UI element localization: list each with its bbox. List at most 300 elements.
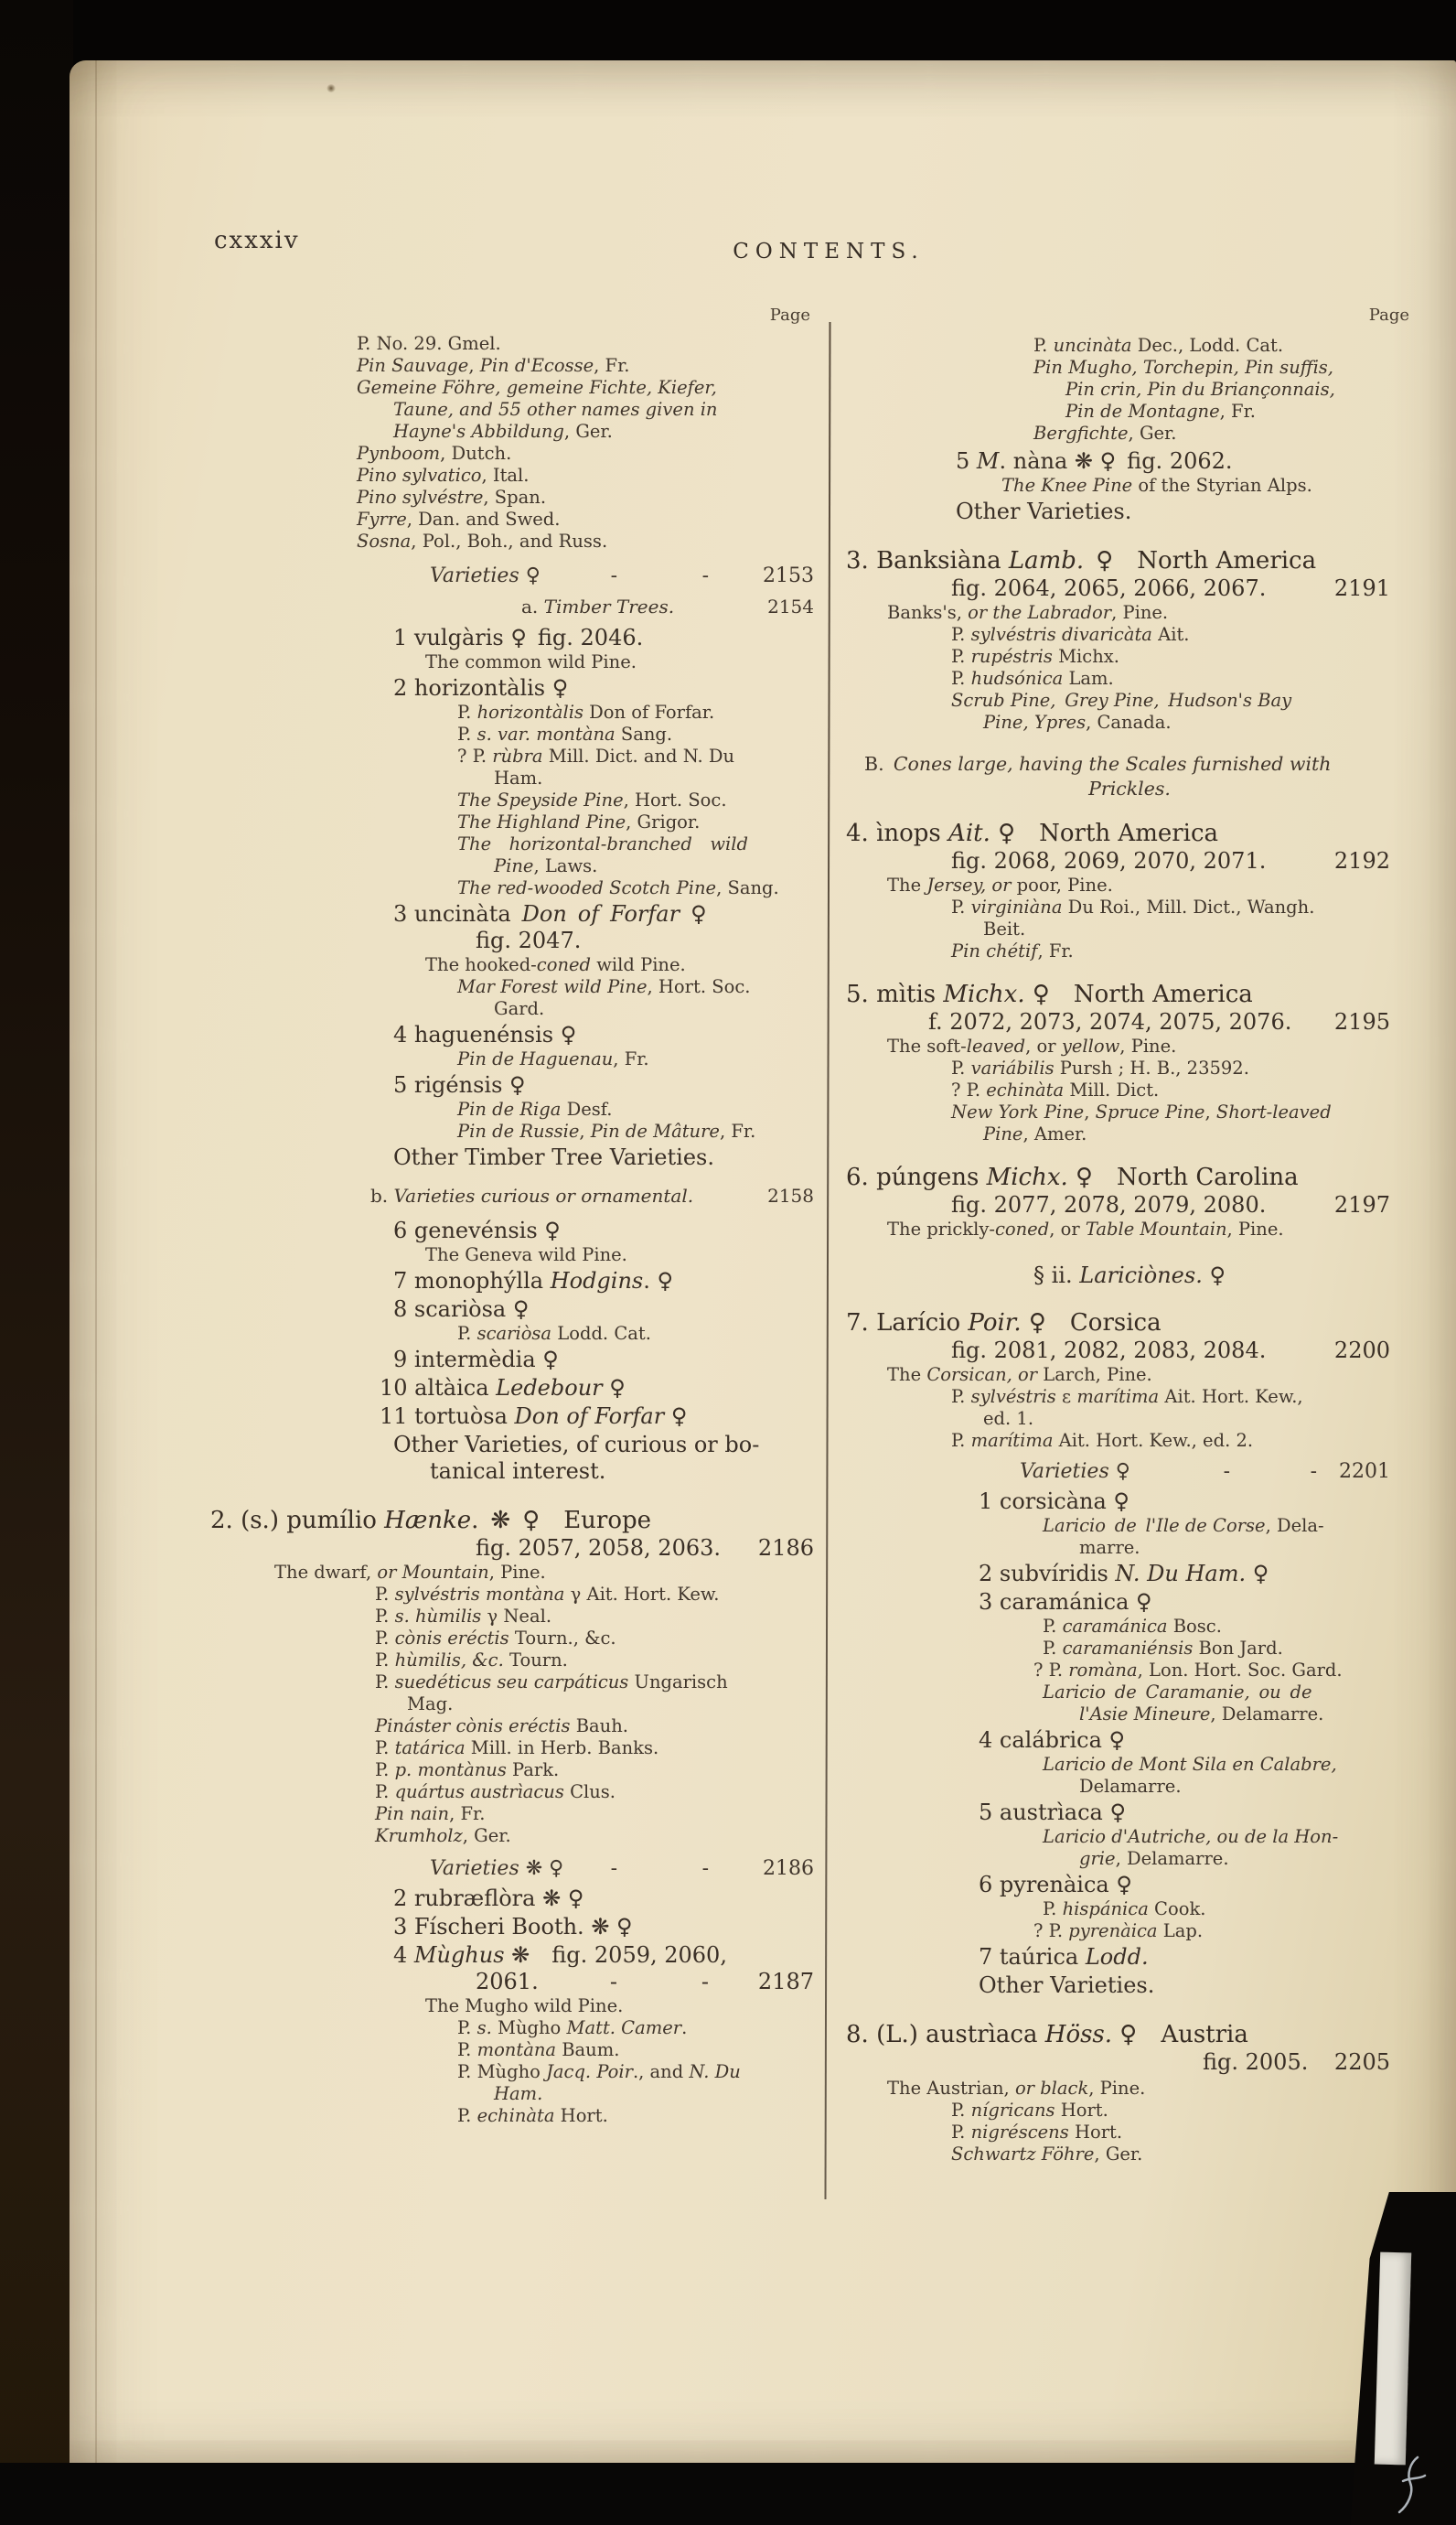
page-number: 2158 xyxy=(767,1185,814,1207)
toc-line-text: The soft-leaved, or yellow, Pine. xyxy=(887,1036,1177,1057)
toc-line xyxy=(210,1121,814,1143)
toc-line-text: Prickles. xyxy=(1088,778,1171,800)
toc-line-text: Page xyxy=(1368,306,1409,325)
leader-dash: - xyxy=(701,1857,709,1880)
leader-dash: - xyxy=(609,1969,617,1994)
toc-line-text: 3 caramánica ♀ xyxy=(979,1589,1152,1615)
toc-line xyxy=(846,1561,1413,1587)
toc-line-text: The common wild Pine. xyxy=(425,651,637,672)
toc-line xyxy=(210,531,814,553)
toc-line-text: Pin de Montagne, Fr. xyxy=(1065,401,1256,422)
toc-line-text: 4 haguenénsis ♀ xyxy=(393,1022,577,1048)
leader-dash: - xyxy=(1223,1460,1230,1483)
toc-line-text: Laricio de Mont Sila en Calabre, xyxy=(1043,1754,1337,1775)
toc-line-text: P. s. Mùgho Matt. Camer. xyxy=(457,2017,688,2038)
toc-line-text: Pin nain, Fr. xyxy=(375,1803,486,1824)
toc-line-text: 9 intermèdia ♀ xyxy=(393,1347,559,1372)
toc-line-text: P. caramaniénsis Bon Jard. xyxy=(1043,1638,1283,1659)
toc-line xyxy=(210,1403,814,1430)
toc-line-text: 6 genevénsis ♀ xyxy=(393,1218,561,1243)
toc-line-text: P. p. montànus Park. xyxy=(375,1759,560,1780)
toc-line xyxy=(846,1338,1413,1364)
toc-line-text: B. Cones large, having the Scales furnished with xyxy=(864,753,1332,775)
toc-line xyxy=(210,790,814,811)
toc-line-text: P. suedéticus seu carpáticus Ungarisch xyxy=(375,1671,728,1692)
page-number: 2153 xyxy=(763,564,814,587)
toc-line xyxy=(210,1144,814,1171)
toc-line-text: The Jersey, or poor, Pine. xyxy=(887,875,1113,896)
toc-line xyxy=(846,1754,1413,1776)
toc-line-text: P. hispánica Cook. xyxy=(1043,1898,1206,1919)
toc-line xyxy=(210,355,814,377)
toc-line xyxy=(210,2061,814,2083)
toc-line-text: Pine, Amer. xyxy=(983,1123,1087,1144)
toc-line xyxy=(846,1972,1413,1999)
toc-line-text: Delamarre. xyxy=(1079,1776,1182,1797)
toc-line-text: Hayne's Abbildung, Ger. xyxy=(393,421,613,442)
handwritten-mark xyxy=(1383,2454,1438,2518)
toc-line-text: Laricio d'Autriche, ou de la Hon- xyxy=(1043,1826,1339,1847)
toc-line xyxy=(210,1244,814,1266)
toc-line-text: Other Timber Tree Varieties. xyxy=(393,1144,714,1170)
toc-line-text: 3 Físcheri Booth. ❋ ♀ xyxy=(393,1914,633,1939)
toc-line xyxy=(210,1825,814,1847)
toc-line xyxy=(846,712,1413,734)
page-number: 2200 xyxy=(1333,1338,1390,1363)
page-number: 2205 xyxy=(1333,2049,1390,2075)
toc-line-text: Gard. xyxy=(494,998,545,1019)
toc-line xyxy=(846,1537,1413,1559)
toc-line-text: 10 altàica Ledebour ♀ xyxy=(380,1375,626,1401)
toc-line-text: P. sylvéstris montàna γ Ait. Hort. Kew. xyxy=(375,1584,720,1605)
toc-line-text: The prickly-coned, or Table Mountain, Pine. xyxy=(887,1219,1284,1240)
toc-line xyxy=(210,1535,814,1562)
toc-line xyxy=(210,833,814,855)
toc-line-text: Schwartz Föhre, Ger. xyxy=(951,2144,1143,2165)
page-title: CONTENTS. xyxy=(733,240,925,263)
toc-line-text: The Geneva wild Pine. xyxy=(425,1244,627,1265)
toc-line xyxy=(210,1296,814,1323)
toc-line-text: 5 M. nàna ❋ ♀ fig. 2062. xyxy=(956,448,1233,474)
toc-line-text: P. Mùgho Jacq. Poir., and N. Du xyxy=(457,2061,741,2082)
toc-line-text: 4 calábrica ♀ xyxy=(979,1727,1126,1753)
toc-line xyxy=(846,668,1413,690)
toc-line xyxy=(846,499,1413,525)
toc-line xyxy=(846,1826,1413,1848)
toc-line-text: The horizontal-branched wild xyxy=(457,833,748,854)
toc-line-text: P. s. hùmilis γ Neal. xyxy=(375,1606,552,1627)
toc-line xyxy=(210,1737,814,1759)
toc-line xyxy=(846,1682,1413,1703)
toc-line-text: Pin de Riga Desf. xyxy=(457,1099,613,1120)
leader-dash: - xyxy=(701,1969,709,1994)
toc-line xyxy=(846,981,1413,1009)
toc-line-text: Pin crin, Pin du Briançonnais, xyxy=(1065,379,1335,400)
toc-line-text: Krumholz, Ger. xyxy=(375,1825,511,1846)
toc-line-text: ? P. pyrenàica Lap. xyxy=(1033,1920,1204,1941)
toc-line-text: Beit. xyxy=(983,919,1026,940)
toc-line-text: P. uncinàta Dec., Lodd. Cat. xyxy=(1033,335,1284,356)
toc-line-text: 5 rigénsis ♀ xyxy=(393,1072,526,1098)
toc-line-text: Varieties ♀ xyxy=(430,564,541,587)
page-number: 2192 xyxy=(1333,848,1390,874)
toc-line xyxy=(210,724,814,746)
toc-line xyxy=(210,954,814,976)
toc-line xyxy=(210,901,814,928)
toc-line-text: f. 2072, 2073, 2074, 2075, 2076. xyxy=(928,1009,1292,1035)
toc-line-text: Pináster cònis eréctis Bauh. xyxy=(375,1715,628,1736)
toc-line xyxy=(210,976,814,998)
toc-line xyxy=(210,2105,814,2127)
toc-line xyxy=(846,448,1413,475)
toc-line xyxy=(846,940,1413,962)
toc-line xyxy=(210,1628,814,1649)
toc-line xyxy=(210,1856,814,1882)
toc-line-text: b. Varieties curious or ornamental. xyxy=(370,1185,694,1207)
page-number: 2186 xyxy=(763,1857,814,1880)
toc-line xyxy=(846,1703,1413,1725)
toc-line-text: P. variábilis Pursh ; H. B., 23592. xyxy=(951,1058,1249,1079)
toc-line xyxy=(210,651,814,673)
toc-line-text: P. virginiàna Du Roi., Mill. Dict., Wangh. xyxy=(951,897,1315,918)
leader-dash: - xyxy=(1310,1460,1317,1483)
column-divider-rule xyxy=(824,322,830,2199)
toc-line xyxy=(210,1606,814,1628)
page-number: 2186 xyxy=(757,1535,814,1561)
toc-line xyxy=(846,1364,1413,1386)
toc-line xyxy=(846,624,1413,646)
toc-line xyxy=(846,1616,1413,1638)
toc-line xyxy=(210,421,814,443)
toc-line xyxy=(210,625,814,651)
toc-line-text: P. hudsónica Lam. xyxy=(951,668,1114,689)
toc-line-text: fig. 2068, 2069, 2070, 2071. xyxy=(951,848,1267,874)
toc-line-text: 5 austrìaca ♀ xyxy=(979,1800,1127,1825)
toc-line xyxy=(210,1914,814,1940)
ink-blemish xyxy=(327,84,336,92)
toc-line-text: P. rupéstris Michx. xyxy=(951,646,1119,667)
toc-line-text: P. scariòsa Lodd. Cat. xyxy=(457,1323,651,1344)
toc-line-text: 2061. xyxy=(476,1969,539,1994)
toc-line xyxy=(846,1309,1413,1338)
toc-line xyxy=(210,1048,814,1070)
toc-line-text: ed. 1. xyxy=(983,1408,1034,1429)
toc-line-text: fig. 2077, 2078, 2079, 2080. xyxy=(951,1192,1267,1218)
toc-line xyxy=(846,335,1413,357)
toc-line xyxy=(210,333,814,355)
toc-line xyxy=(846,357,1413,379)
toc-line xyxy=(210,465,814,487)
toc-line xyxy=(846,1262,1413,1289)
toc-line xyxy=(846,1080,1413,1101)
toc-line xyxy=(210,399,814,421)
page-number: 2187 xyxy=(757,1969,814,1994)
toc-line-text: Mar Forest wild Pine, Hort. Soc. xyxy=(457,976,751,997)
left-column xyxy=(210,306,814,2127)
toc-line xyxy=(846,1920,1413,1942)
toc-line xyxy=(210,1218,814,1244)
toc-line xyxy=(210,1995,814,2017)
toc-line-text: P. echinàta Hort. xyxy=(457,2105,608,2126)
toc-line-text: l'Asie Mineure, Delamarre. xyxy=(1079,1703,1324,1725)
toc-line-text: fig. 2047. xyxy=(476,928,582,953)
toc-line-text: Other Varieties, of curious or bo- xyxy=(393,1432,760,1457)
toc-line xyxy=(846,1589,1413,1616)
toc-line-text: ? P. romàna, Lon. Hort. Soc. Gard. xyxy=(1033,1660,1343,1681)
toc-line-text: Other Varieties. xyxy=(979,1972,1155,1998)
toc-line xyxy=(210,1268,814,1295)
toc-line xyxy=(846,1898,1413,1920)
toc-line xyxy=(846,1192,1413,1219)
page-column-label xyxy=(846,306,1413,326)
toc-line-text: Sosna, Pol., Boh., and Russ. xyxy=(357,531,608,552)
toc-line-text: 2 subvíridis N. Du Ham. ♀ xyxy=(979,1561,1269,1586)
toc-line xyxy=(846,875,1413,897)
toc-line xyxy=(210,1323,814,1345)
toc-line xyxy=(846,897,1413,919)
toc-line-text: 5. mìtis Michx. ♀ North America xyxy=(846,981,1253,1008)
toc-line xyxy=(210,1693,814,1715)
toc-line-text: P. s. var. montàna Sang. xyxy=(457,724,673,745)
toc-line-text: Pynboom, Dutch. xyxy=(357,443,512,464)
toc-line xyxy=(210,1649,814,1671)
toc-line-text: Fyrre, Dan. and Swed. xyxy=(357,509,561,530)
toc-line xyxy=(210,1562,814,1584)
toc-line xyxy=(210,377,814,399)
toc-line xyxy=(210,509,814,531)
toc-line xyxy=(846,2021,1413,2049)
toc-line-text: 3. Banksiàna Lamb. ♀ North America xyxy=(846,547,1317,575)
toc-line xyxy=(846,2049,1413,2076)
toc-line xyxy=(846,1036,1413,1058)
toc-line-text: 7 taúrica Lodd. xyxy=(979,1944,1149,1970)
toc-line xyxy=(846,752,1413,777)
toc-line-text: 4. ìnops Ait. ♀ North America xyxy=(846,820,1219,847)
toc-line xyxy=(210,487,814,509)
toc-line xyxy=(846,1660,1413,1682)
leader-dash: - xyxy=(701,564,709,587)
toc-line-text: P. horizontàlis Don of Forfar. xyxy=(457,702,715,723)
toc-line-text: grie, Delamarre. xyxy=(1079,1848,1229,1869)
toc-line-text: Laricio de Caramanie, ou de xyxy=(1043,1682,1312,1703)
toc-line-text: The Mugho wild Pine. xyxy=(425,1995,624,2016)
toc-line-text: tanical interest. xyxy=(430,1458,606,1484)
toc-line-text: Pin chétif, Fr. xyxy=(951,940,1074,962)
toc-line xyxy=(846,1488,1413,1515)
toc-line xyxy=(846,1800,1413,1826)
toc-line xyxy=(846,646,1413,668)
toc-line xyxy=(846,1101,1413,1123)
toc-line xyxy=(210,768,814,790)
toc-line-text: The hooked-coned wild Pine. xyxy=(425,954,686,975)
toc-line-text: 1 vulgàris ♀ fig. 2046. xyxy=(393,625,644,650)
toc-line-text: fig. 2057, 2058, 2063. xyxy=(476,1535,722,1561)
toc-line-text: ? P. echinàta Mill. Dict. xyxy=(951,1080,1160,1101)
toc-line-text: 7 monophýlla Hodgins. ♀ xyxy=(393,1268,674,1294)
toc-line-text: Bergfichte, Ger. xyxy=(1033,423,1177,444)
toc-line-text: The dwarf, or Mountain, Pine. xyxy=(274,1562,546,1583)
toc-line-text: Laricio de l'Ile de Corse, Dela- xyxy=(1043,1515,1324,1536)
toc-line-text: 8 scariòsa ♀ xyxy=(393,1296,530,1322)
toc-line-text: The Knee Pine of the Styrian Alps. xyxy=(1001,475,1312,496)
toc-line xyxy=(210,1072,814,1099)
toc-line xyxy=(846,1219,1413,1241)
toc-line-text: The Corsican, or Larch, Pine. xyxy=(887,1364,1152,1385)
toc-line xyxy=(210,1969,814,1995)
toc-line-text: Pin Mugho, Torchepin, Pin suffis, xyxy=(1033,357,1334,378)
toc-line xyxy=(846,848,1413,875)
toc-line xyxy=(210,1671,814,1693)
toc-line xyxy=(846,602,1413,624)
page-number: 2154 xyxy=(767,596,814,618)
toc-line xyxy=(846,2122,1413,2144)
toc-line xyxy=(846,1459,1413,1485)
toc-line xyxy=(846,777,1413,801)
toc-line-text: 2 horizontàlis ♀ xyxy=(393,675,569,701)
toc-line xyxy=(846,1009,1413,1036)
leader-dash: - xyxy=(610,1857,617,1880)
toc-line-text: a. Timber Trees. xyxy=(521,596,675,618)
toc-line-text: P. montàna Baum. xyxy=(457,2039,620,2060)
toc-line xyxy=(846,401,1413,423)
right-column xyxy=(846,306,1413,2165)
toc-line xyxy=(210,1022,814,1048)
toc-line xyxy=(846,1638,1413,1660)
toc-line xyxy=(846,379,1413,401)
toc-line-text: The Speyside Pine, Hort. Soc. xyxy=(457,790,727,811)
toc-line xyxy=(210,1184,814,1209)
leader-dash: - xyxy=(610,564,617,587)
toc-line xyxy=(210,702,814,724)
toc-line xyxy=(846,1058,1413,1080)
toc-line xyxy=(210,1584,814,1606)
page-number: 2191 xyxy=(1333,575,1390,601)
toc-line xyxy=(210,998,814,1020)
page-number: 2195 xyxy=(1333,1009,1390,1035)
toc-line xyxy=(210,928,814,954)
toc-line-text: 6. púngens Michx. ♀ North Carolina xyxy=(846,1164,1299,1191)
toc-line-text: P. quártus austrìacus Clus. xyxy=(375,1781,616,1802)
toc-line-text: P. sylvéstris divaricàta Ait. xyxy=(951,624,1190,645)
toc-line xyxy=(846,1872,1413,1898)
toc-line xyxy=(210,1507,814,1535)
toc-line-text: P. cònis eréctis Tourn., &c. xyxy=(375,1628,616,1649)
toc-line xyxy=(846,2100,1413,2122)
toc-line xyxy=(210,1759,814,1781)
toc-line-text: 6 pyrenàica ♀ xyxy=(979,1872,1132,1897)
toc-line-text: fig. 2005. xyxy=(1203,2049,1309,2075)
toc-line xyxy=(846,919,1413,940)
toc-line xyxy=(210,746,814,768)
toc-line xyxy=(210,811,814,833)
toc-line-text: Page xyxy=(769,306,810,325)
page-number: 2201 xyxy=(1339,1460,1390,1483)
toc-line-text: The red-wooded Scotch Pine, Sang. xyxy=(457,877,779,898)
toc-line-text: Ham. xyxy=(494,2083,543,2104)
toc-line-text: P. marítima Ait. Hort. Kew., ed. 2. xyxy=(951,1430,1254,1451)
toc-line-text: Pino sylvéstre, Span. xyxy=(357,487,547,508)
toc-line-text: ? P. rùbra Mill. Dict. and N. Du xyxy=(457,746,735,767)
toc-line xyxy=(210,1803,814,1825)
toc-line-text: P. sylvéstris ε marítima Ait. Hort. Kew., xyxy=(951,1386,1303,1407)
toc-line-text: Gemeine Föhre, gemeine Fichte, Kiefer, xyxy=(357,377,717,398)
toc-line-text: fig. 2064, 2065, 2066, 2067. xyxy=(951,575,1267,601)
toc-line-text: Varieties ♀ xyxy=(1020,1460,1130,1483)
toc-line-text: 2 rubræflòra ❋ ♀ xyxy=(393,1886,584,1911)
toc-line xyxy=(210,1347,814,1373)
toc-line xyxy=(210,443,814,465)
toc-line xyxy=(210,2083,814,2105)
toc-line xyxy=(210,1375,814,1402)
scan-background-bottom xyxy=(0,2463,1456,2525)
toc-line xyxy=(846,690,1413,712)
toc-line-text: 3 uncinàta Don of Forfar ♀ xyxy=(393,901,707,927)
toc-line xyxy=(846,820,1413,848)
toc-line-text: § ii. Lariciònes. ♀ xyxy=(1033,1262,1226,1288)
toc-line-text: 7. Larício Poir. ♀ Corsica xyxy=(846,1309,1162,1337)
toc-line-text: Pin Sauvage, Pin d'Ecosse, Fr. xyxy=(357,355,630,376)
toc-line-text: 8. (L.) austrìaca Höss. ♀ Austria xyxy=(846,2021,1248,2048)
toc-line-text: Taune, and 55 other names given in xyxy=(393,399,718,420)
toc-line-text: Other Varieties. xyxy=(956,499,1132,524)
toc-line xyxy=(846,1848,1413,1870)
toc-line xyxy=(210,1886,814,1912)
toc-line-text: Banks's, or the Labrador, Pine. xyxy=(887,602,1169,623)
page-number: 2197 xyxy=(1333,1192,1390,1218)
toc-line xyxy=(846,1430,1413,1452)
toc-line xyxy=(210,1781,814,1803)
folio-number: cxxxiv xyxy=(214,227,300,254)
toc-line-text: 4 Mùghus ❋ fig. 2059, 2060, xyxy=(393,1942,727,1968)
toc-line-text: P. nígricans Hort. xyxy=(951,2100,1108,2121)
toc-line xyxy=(210,2017,814,2039)
toc-line-text: P. caramánica Bosc. xyxy=(1043,1616,1222,1637)
toc-line-text: 2. (s.) pumílio Hænke. ❋ ♀ Europe xyxy=(210,1507,652,1534)
toc-line-text: 1 corsicàna ♀ xyxy=(979,1488,1129,1514)
toc-line-text: Pine, Laws. xyxy=(494,855,598,876)
toc-line xyxy=(210,564,814,589)
toc-line xyxy=(846,2078,1413,2100)
toc-line-text: The Austrian, or black, Pine. xyxy=(887,2078,1146,2099)
toc-line-text: P. No. 29. Gmel. xyxy=(357,333,501,354)
page-crease xyxy=(95,60,97,2463)
toc-line xyxy=(210,855,814,877)
toc-line xyxy=(846,1515,1413,1537)
toc-line xyxy=(846,575,1413,602)
toc-line-text: Pino sylvatico, Ital. xyxy=(357,465,530,486)
toc-line xyxy=(846,1776,1413,1798)
toc-line xyxy=(846,1944,1413,1971)
page-column-label xyxy=(210,306,814,326)
toc-line xyxy=(210,1942,814,1969)
book-page xyxy=(70,60,1456,2463)
toc-line xyxy=(210,1099,814,1121)
toc-line-text: 11 tortuòsa Don of Forfar ♀ xyxy=(380,1403,688,1429)
adjacent-page-edge xyxy=(1375,2252,1411,2466)
toc-line-text: The Highland Pine, Grigor. xyxy=(457,811,701,833)
toc-line-text: New York Pine, Spruce Pine, Short-leaved xyxy=(951,1101,1332,1123)
toc-line-text: P. nigréscens Hort. xyxy=(951,2122,1123,2143)
toc-line-text: Pin de Haguenau, Fr. xyxy=(457,1048,649,1069)
toc-line xyxy=(210,1715,814,1737)
toc-line xyxy=(210,595,814,619)
book-gutter-background xyxy=(0,0,73,2525)
toc-line xyxy=(846,1386,1413,1408)
toc-line-text: fig. 2081, 2082, 2083, 2084. xyxy=(951,1338,1267,1363)
toc-line-text: P. tatárica Mill. in Herb. Banks. xyxy=(375,1737,659,1758)
toc-line xyxy=(846,2144,1413,2165)
toc-line xyxy=(210,877,814,899)
